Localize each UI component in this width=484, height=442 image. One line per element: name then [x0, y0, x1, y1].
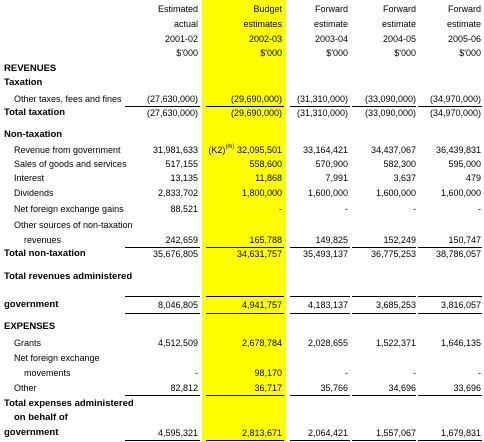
row-label: Net foreign exchange [14, 353, 100, 363]
cell-value: 32,095,501 [236, 145, 282, 155]
cell: 3,685,253 [375, 300, 416, 310]
col-header: Estimated [157, 4, 198, 14]
cell: 33,164,421 [302, 145, 348, 155]
section-heading [0, 320, 484, 334]
row-label: Other sources of non-taxation [14, 220, 133, 230]
rule [418, 440, 482, 441]
cell: - [195, 368, 198, 378]
cell: (33,090,000) [364, 108, 416, 118]
total-row [0, 298, 484, 312]
taxation-heading: Taxation [4, 77, 43, 88]
row-label: Total revenues administered [4, 271, 133, 282]
cell: 4,941,757 [241, 300, 282, 310]
total-row-label-line [0, 411, 484, 425]
cell: 35,493,137 [302, 249, 348, 259]
cell: 36,717 [254, 383, 282, 393]
cell: 582,300 [383, 159, 416, 169]
cell: (33,090,000) [364, 94, 416, 104]
cell: 35,676,805 [152, 249, 198, 259]
cell: 8,046,805 [157, 300, 198, 310]
total-row [0, 426, 484, 440]
cell: - [279, 204, 282, 214]
cell: 1,557,067 [375, 428, 416, 438]
row-label: Other [14, 383, 37, 393]
col-header: $'000 [176, 48, 198, 58]
col-header: 2003-04 [314, 34, 348, 44]
rule [290, 313, 350, 314]
cell: 1,679,831 [440, 428, 481, 438]
footnote-sup: (m) [225, 144, 235, 150]
cell: 36,775,253 [370, 249, 416, 259]
cell: (31,310,000) [296, 94, 348, 104]
table-row [0, 143, 484, 157]
row-label: revenues [24, 235, 62, 245]
cell: 1,600,000 [440, 188, 481, 198]
rule [418, 296, 482, 297]
col-header: actual [173, 19, 198, 29]
row-label: Total non-taxation [4, 248, 86, 259]
col-header: Budget [253, 4, 282, 14]
cell: 3,816,057 [440, 300, 481, 310]
cell: 479 [465, 173, 481, 183]
header-row-4 [0, 46, 484, 60]
cell: 35,766 [320, 383, 348, 393]
cell: (31,310,000) [296, 108, 348, 118]
cell: (29,690,000) [230, 94, 282, 104]
cell: 7,991 [325, 173, 348, 183]
col-header: estimate [446, 19, 481, 29]
table-row [0, 381, 484, 395]
row-label: Interest [14, 173, 45, 183]
col-header: Forward [447, 4, 481, 14]
rule [125, 395, 200, 396]
total-row-label-line [0, 397, 484, 411]
revenues-heading: REVENUES [4, 63, 57, 74]
cell: 82,812 [170, 383, 198, 393]
cell: 2,678,784 [241, 338, 282, 348]
total-row-label-line [0, 270, 484, 284]
row-label: Total taxation [4, 107, 66, 118]
cell: 13,135 [170, 173, 198, 183]
row-label: Revenue from government [14, 145, 121, 155]
col-header: $'000 [459, 48, 481, 58]
col-header: $'000 [260, 48, 282, 58]
cell: 4,183,137 [307, 300, 348, 310]
cell: 34,696 [388, 383, 416, 393]
cell: (34,970,000) [429, 94, 481, 104]
cell: 34,631,757 [236, 249, 282, 259]
cell: 242,659 [165, 235, 198, 245]
non-taxation-heading: Non-taxation [4, 129, 63, 140]
row-label: Grants [14, 338, 42, 348]
row-label: Total expenses administered [4, 398, 134, 409]
cell: - [345, 368, 348, 378]
col-header: Forward [314, 4, 348, 14]
cell: 570,900 [315, 159, 348, 169]
rule [206, 440, 284, 441]
cell: 3,637 [393, 173, 416, 183]
table-row [0, 92, 484, 106]
header-row-2 [0, 17, 484, 31]
table-row [0, 233, 484, 247]
row-label: government [4, 427, 59, 438]
cell: 517,155 [165, 159, 198, 169]
col-header: Forward [382, 4, 416, 14]
cell: - [478, 204, 481, 214]
cell: 2,028,655 [307, 338, 348, 348]
table-row [0, 336, 484, 350]
rule [125, 313, 200, 314]
rule [352, 296, 416, 297]
cell: 558,600 [249, 159, 282, 169]
col-header: 2001-02 [164, 34, 198, 44]
cell: 38,786,057 [435, 249, 481, 259]
cell: (29,690,000) [230, 108, 282, 118]
cell: (27,630,000) [146, 108, 198, 118]
rule [206, 296, 284, 297]
cell: 1,600,000 [307, 188, 348, 198]
rule [418, 395, 482, 396]
rule [125, 296, 200, 297]
footnote-ref: (K2) [208, 145, 226, 155]
cell: 165,788 [249, 235, 282, 245]
rule [206, 313, 284, 314]
cell: 36,439,831 [435, 145, 481, 155]
col-header: 2002-03 [248, 34, 282, 44]
row-label: Net foreign exchange gains [14, 204, 124, 214]
cell: 150,747 [448, 235, 481, 245]
table-row [0, 157, 484, 171]
row-label: Sales of goods and services [14, 159, 127, 169]
cell: - [345, 204, 348, 214]
cell: - [478, 368, 481, 378]
col-header: $'000 [394, 48, 416, 58]
cell: 2,064,421 [307, 428, 348, 438]
expenses-heading: EXPENSES [4, 321, 56, 332]
cell: 152,249 [383, 235, 416, 245]
table-row [0, 186, 484, 200]
cell: 149,825 [315, 235, 348, 245]
row-label: Dividends [14, 188, 54, 198]
cell [202, 143, 282, 157]
total-row [0, 106, 484, 120]
rule [290, 395, 350, 396]
rule [206, 395, 284, 396]
cell: 4,512,509 [157, 338, 198, 348]
rule [352, 440, 416, 441]
subsection-heading [0, 128, 484, 142]
header-row-3 [0, 32, 484, 46]
rule [125, 440, 200, 441]
row-label: movements [24, 368, 71, 378]
subsection-heading [0, 76, 484, 90]
col-header: estimate [381, 19, 416, 29]
col-header: estimates [243, 19, 282, 29]
header-row-1 [0, 2, 484, 16]
cell: 595,000 [448, 159, 481, 169]
total-row [0, 247, 484, 261]
cell: 11,868 [255, 173, 282, 183]
rule [352, 395, 416, 396]
cell: 1,800,000 [241, 188, 282, 198]
rule [290, 296, 350, 297]
table-row-label-line [0, 351, 484, 365]
cell: 1,646,135 [440, 338, 481, 348]
cell: (27,630,000) [146, 94, 198, 104]
table-row-label-line [0, 218, 484, 232]
col-header: 2005-06 [447, 34, 481, 44]
table-row [0, 171, 484, 185]
col-header: 2004-05 [382, 34, 416, 44]
cell: (34,970,000) [429, 108, 481, 118]
cell: 98,170 [254, 368, 282, 378]
rule [290, 440, 350, 441]
row-label: on behalf of [14, 412, 68, 423]
col-header: $'000 [326, 48, 348, 58]
table-row [0, 202, 484, 216]
table-row [0, 366, 484, 380]
row-label: government [4, 299, 59, 310]
rule [352, 313, 416, 314]
cell: 31,981,633 [152, 145, 198, 155]
cell: 4,595,321 [157, 428, 198, 438]
cell: - [413, 204, 416, 214]
section-heading [0, 62, 484, 76]
cell: 88,521 [170, 204, 198, 214]
col-header: estimate [313, 19, 348, 29]
row-label: Other taxes, fees and fines [14, 94, 122, 104]
cell: 2,833,702 [157, 188, 198, 198]
cell: 33,696 [453, 383, 481, 393]
cell: 2,813,671 [241, 428, 282, 438]
cell: - [413, 368, 416, 378]
cell: 1,522,371 [375, 338, 416, 348]
cell: 1,600,000 [375, 188, 416, 198]
rule [418, 313, 482, 314]
cell: 34,437,067 [370, 145, 416, 155]
